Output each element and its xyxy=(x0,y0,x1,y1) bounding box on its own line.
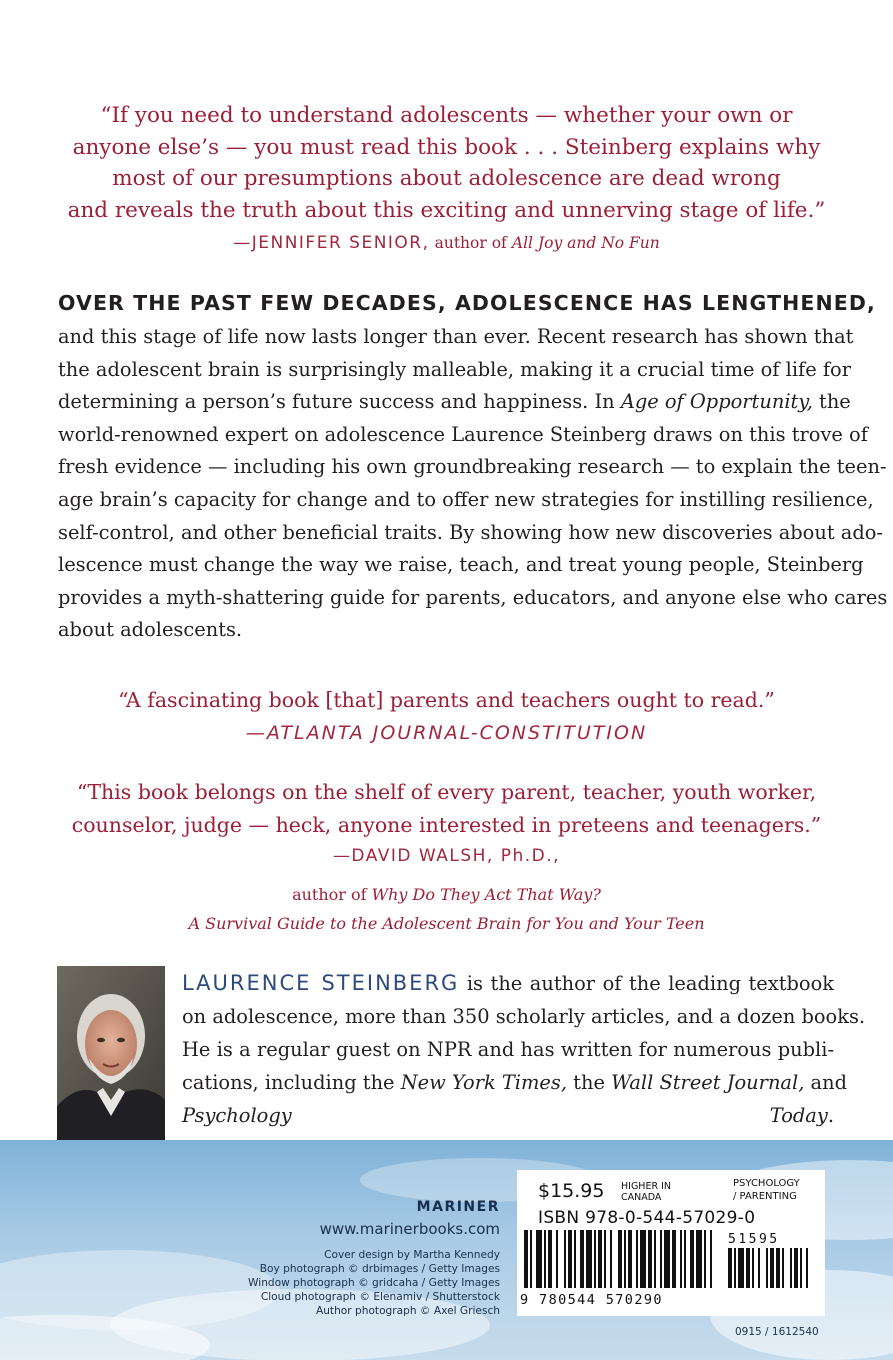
barcode-bar xyxy=(524,1230,528,1288)
attribution-name: —JENNIFER SENIOR, xyxy=(233,233,430,253)
author-name: LAURENCE STEINBERG xyxy=(182,971,460,995)
credit-line: Window photograph © gridcaha / Getty Images xyxy=(248,1277,500,1289)
author-bio xyxy=(182,967,866,1132)
attribution-author-of: author of xyxy=(292,885,367,904)
bio-text: is the author of the leading textbook xyxy=(466,972,835,995)
quote-jennifer-senior xyxy=(0,100,893,226)
quote-line: and reveals the truth about this exciting and unnerving stage of life.” xyxy=(67,197,826,223)
author-photo xyxy=(57,966,165,1140)
barcode-bar xyxy=(636,1230,638,1288)
barcode-bar xyxy=(728,1248,732,1288)
credit-line: Author photograph © Axel Griesch xyxy=(315,1305,500,1317)
barcode-bar xyxy=(782,1248,784,1288)
description-line: provides a myth-shattering guide for parents, educators, and anyone else who cares xyxy=(58,585,888,609)
book-subtitle: A Survival Guide to the Adolescent Brain for You and Your Teen xyxy=(188,914,705,933)
bio-line xyxy=(182,1066,847,1099)
barcode-bar xyxy=(544,1230,546,1288)
category-line: / PARENTING xyxy=(733,1191,797,1202)
barcode-bar xyxy=(624,1230,626,1288)
barcode-bar xyxy=(672,1230,676,1288)
barcode-bar xyxy=(664,1230,670,1288)
barcode-bar xyxy=(746,1248,750,1288)
barcode-bar xyxy=(556,1230,558,1288)
barcode-bar xyxy=(548,1230,552,1288)
description-line: self-control, and other beneficial traits. By showing how new discoveries about ado- xyxy=(58,520,883,544)
barcode-bar xyxy=(594,1230,596,1288)
attribution-author-of: author of xyxy=(434,234,507,252)
barcode-bar xyxy=(568,1230,572,1288)
barcode-bar xyxy=(734,1248,736,1288)
description-text: the xyxy=(819,390,851,414)
attribution-book-title: All Joy and No Fun xyxy=(511,234,660,252)
attribution-line xyxy=(0,909,893,938)
photo-credits xyxy=(248,1248,500,1318)
barcode-bar xyxy=(598,1230,602,1288)
attribution-name: —DAVID WALSH, Ph.D., xyxy=(332,846,561,866)
bio-text: . xyxy=(827,1104,834,1127)
barcode-bar xyxy=(604,1230,606,1288)
barcode-bar xyxy=(696,1230,702,1288)
description-line: and this stage of life now lasts longer than ever. Recent research has shown that xyxy=(58,325,854,348)
description-line: world-renowned expert on adolescence Laurence Steinberg draws on this trove of xyxy=(58,422,868,446)
isbn: ISBN 978-0-544-57029-0 xyxy=(538,1208,756,1228)
barcode-bar xyxy=(794,1248,798,1288)
description-lead: OVER THE PAST FEW DECADES, ADOLESCENCE HAS LENGTHENED, xyxy=(58,291,876,315)
barcode-box xyxy=(517,1170,825,1316)
bio-line xyxy=(182,967,834,1000)
barcode-bar xyxy=(564,1230,566,1288)
book-title: Age of Opportunity, xyxy=(620,390,813,414)
price-code: 51595 xyxy=(728,1232,780,1247)
barcode-bar xyxy=(766,1248,768,1288)
publication-title: New York Times, xyxy=(400,1071,567,1094)
publication-title: Wall Street Journal, xyxy=(611,1071,805,1094)
publisher-name: MARINER xyxy=(416,1199,500,1215)
price-note xyxy=(621,1181,681,1203)
bio-line: He is a regular guest on NPR and has written for numerous publi- xyxy=(182,1038,834,1061)
price: $15.95 xyxy=(538,1180,605,1202)
publication-title: Psychology Today xyxy=(182,1104,828,1127)
barcode-bar xyxy=(660,1230,662,1288)
attribution-david-walsh xyxy=(0,846,893,866)
bio-text: the xyxy=(573,1071,605,1094)
barcode-bar xyxy=(806,1248,808,1288)
barcode-bar xyxy=(648,1230,652,1288)
quote-line: “If you need to understand adolescents — whether your own or xyxy=(100,103,793,128)
description-text: determining a person’s future success and happiness. In xyxy=(58,390,615,414)
barcode-bar xyxy=(574,1230,576,1288)
barcode-bar xyxy=(770,1248,774,1288)
barcode-bar xyxy=(680,1230,682,1288)
barcode-bar xyxy=(536,1230,542,1288)
book-title: Why Do They Act That Way? xyxy=(371,885,601,904)
quote-line: counselor, judge — heck, anyone interested in preteens and teenagers.” xyxy=(71,813,822,837)
attribution-david-walsh-books xyxy=(0,880,893,938)
barcode-bar xyxy=(690,1230,694,1288)
attribution-jennifer-senior xyxy=(0,233,893,253)
bio-text: and xyxy=(810,1071,847,1094)
barcode-bar xyxy=(654,1230,656,1288)
barcode-bar xyxy=(618,1230,622,1288)
quote-line: anyone else’s — you must read this book . . . Steinberg explains why xyxy=(72,134,821,160)
barcode-bar xyxy=(738,1248,744,1288)
attribution-atlanta xyxy=(0,722,893,744)
description-line: lescence must change the way we raise, teach, and treat young people, Steinberg xyxy=(58,553,864,577)
price-note-line: HIGHER IN xyxy=(621,1181,671,1192)
barcode-bar xyxy=(684,1230,686,1288)
quote-line: most of our presumptions about adolescence are dead wrong xyxy=(112,166,781,191)
quote-line: “This book belongs on the shelf of every parent, teacher, youth worker, xyxy=(76,780,817,804)
attribution-name: —ATLANTA JOURNAL-CONSTITUTION xyxy=(245,722,648,744)
isbn-digits: 9 780544 570290 xyxy=(520,1292,663,1308)
category xyxy=(733,1177,813,1203)
barcode-bar xyxy=(628,1230,632,1288)
price-note-line: CANADA xyxy=(621,1192,662,1203)
description-line xyxy=(58,386,851,419)
barcode-bar xyxy=(776,1248,780,1288)
category-line: PSYCHOLOGY xyxy=(733,1178,800,1189)
publisher-url[interactable]: www.marinerbooks.com xyxy=(319,1220,500,1238)
description-line: the adolescent brain is surprisingly malleable, making it a crucial time of life for xyxy=(58,357,851,381)
barcode-bar xyxy=(580,1230,584,1288)
description-line: age brain’s capacity for change and to offer new strategies for instilling resilience, xyxy=(58,487,874,511)
bio-text: cations, including the xyxy=(182,1071,395,1094)
barcode-bar xyxy=(530,1230,532,1288)
barcode-bar xyxy=(752,1248,754,1288)
barcode-bar xyxy=(710,1230,712,1288)
bio-line: on adolescence, more than 350 scholarly articles, and a dozen books. xyxy=(182,1005,866,1028)
bio-line xyxy=(182,1099,834,1132)
barcode-bar xyxy=(586,1230,592,1288)
credit-line: Boy photograph © drbimages / Getty Images xyxy=(259,1263,500,1275)
description-line: about adolescents. xyxy=(58,618,243,642)
attribution-line xyxy=(0,880,893,909)
credit-line: Cover design by Martha Kennedy xyxy=(324,1249,500,1261)
credit-line: Cloud photograph © Elenamiv / Shutterstock xyxy=(260,1291,500,1303)
barcode-bar xyxy=(790,1248,792,1288)
barcode-bar xyxy=(800,1248,802,1288)
description-line: fresh evidence — including his own groundbreaking research — to explain the teen- xyxy=(58,455,887,479)
barcode-bar xyxy=(640,1230,646,1288)
book-description xyxy=(58,285,888,647)
barcode-bar xyxy=(758,1248,760,1288)
quote-atlanta: “A fascinating book [that] parents and teachers ought to read.” xyxy=(118,688,775,712)
barcode-bar xyxy=(704,1230,706,1288)
barcode-bar xyxy=(610,1230,612,1288)
print-code: 0915 / 1612540 xyxy=(735,1326,819,1338)
quote-david-walsh xyxy=(0,776,893,842)
